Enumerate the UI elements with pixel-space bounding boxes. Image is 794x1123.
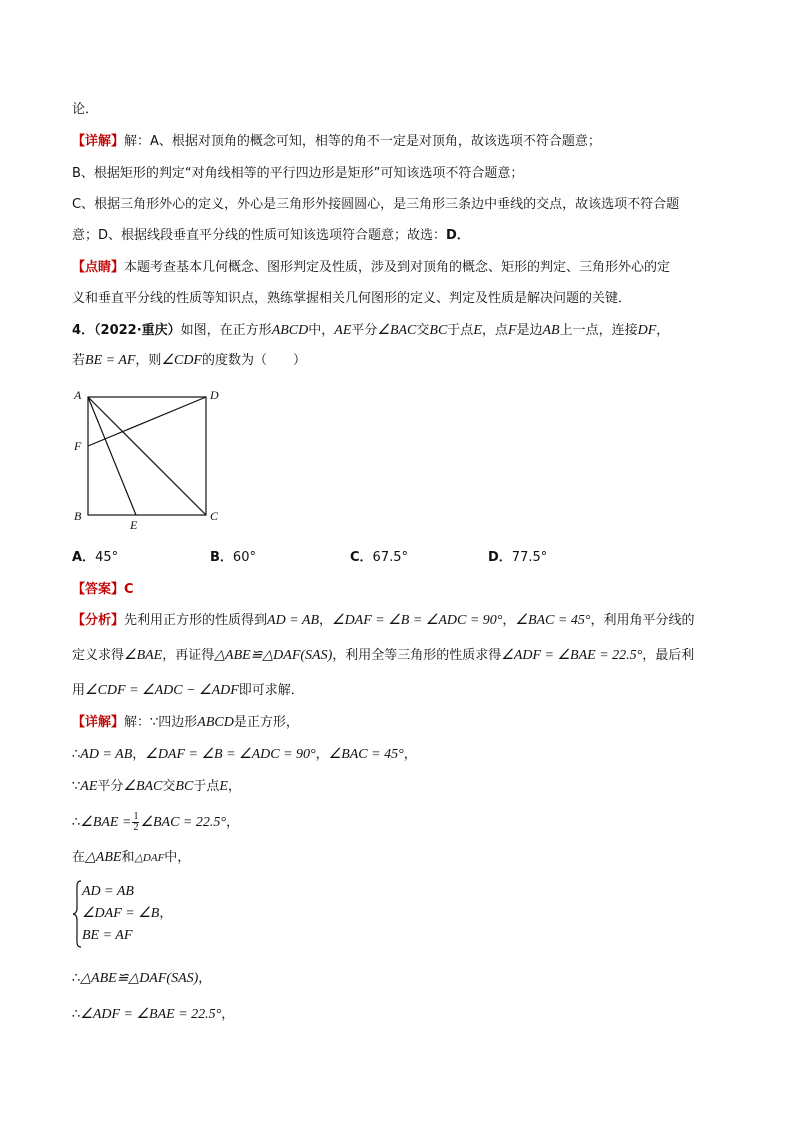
- answer-value: C: [124, 582, 134, 597]
- math: BE = AF: [85, 353, 136, 368]
- text: ∴: [72, 1007, 81, 1022]
- segment-df: [88, 397, 206, 446]
- system-line-2: [82, 904, 172, 924]
- text: ，利用全等三角形的性质求得: [332, 648, 502, 663]
- math: DF: [637, 323, 657, 338]
- text: 即可求解．: [238, 683, 304, 698]
- math: ∠BAC = 45°: [328, 747, 404, 762]
- text: ，: [132, 747, 146, 762]
- text: 论．: [72, 102, 99, 117]
- system-line-1: AD = AB: [82, 884, 134, 899]
- option-letter: D．: [488, 550, 512, 565]
- analysis-line-2: [72, 646, 694, 666]
- text: B、根据矩形的判定“对角线相等的平行四边形是矩形”可知该选项不符合题意；: [72, 166, 524, 181]
- math: ∠BAC: [123, 779, 163, 794]
- text: ，: [403, 747, 417, 762]
- text: 和: [121, 850, 135, 865]
- math: ∠BAC = 45°: [515, 613, 591, 628]
- text: 上一点，连接: [559, 323, 638, 338]
- text: ，: [315, 747, 329, 762]
- math: △ABE≌△DAF(SAS): [214, 648, 333, 663]
- math: AB: [542, 323, 560, 338]
- answer-tag: 【答案】: [72, 582, 125, 597]
- detail-paragraph: [72, 132, 601, 152]
- text: 是正方形，: [233, 715, 299, 730]
- label-d: D: [210, 388, 219, 402]
- text: 解：A、根据对顶角的概念可知，相等的角不一定是对顶角，故该选项不符合题意；: [124, 134, 601, 149]
- solution-line-5: [72, 848, 190, 868]
- segment-ae: [88, 397, 136, 515]
- math: BC: [175, 779, 194, 794]
- paragraph: [72, 195, 679, 215]
- option-letter: B．: [210, 550, 233, 565]
- text: ∴: [72, 971, 81, 986]
- math: AE: [334, 323, 352, 338]
- text: 意；D、根据线段垂直平分线的性质可知该选项符合题意；故选：: [72, 228, 447, 243]
- label-e: E: [130, 518, 138, 532]
- text: ，: [159, 906, 173, 921]
- text: ∵: [72, 779, 81, 794]
- fraction-denominator: 2: [133, 822, 139, 833]
- square-figure: [64, 380, 244, 540]
- solution-line-4: [72, 812, 239, 834]
- math: ∠BAE: [124, 648, 163, 663]
- text: 在: [72, 850, 86, 865]
- text: D．: [446, 228, 470, 243]
- math: ∠CDF = ∠ADC − ∠ADF: [85, 683, 239, 698]
- text: ，: [221, 1007, 235, 1022]
- text: 于点: [447, 323, 474, 338]
- text: ，: [502, 613, 516, 628]
- text: 定义求得: [72, 648, 125, 663]
- fraction-numerator: 1: [133, 811, 139, 822]
- math: ∠ADF = ∠BAE = 22.5°: [501, 648, 643, 663]
- text: 交: [416, 323, 430, 338]
- text: ，: [225, 815, 239, 830]
- paragraph: [72, 164, 523, 184]
- option-d[interactable]: [488, 549, 547, 567]
- text: 如图，在正方形: [180, 323, 272, 338]
- text: 义和垂直平分线的性质等知识点，熟练掌握相关几何图形的定义、判定及性质是解决问题的关键．: [72, 291, 632, 306]
- text: ∴: [72, 747, 81, 762]
- fraction-one-half: [132, 812, 139, 833]
- comment-tag: 【点睛】: [72, 260, 125, 275]
- label-a: A: [74, 388, 82, 402]
- option-a[interactable]: [72, 549, 118, 567]
- text: 交: [162, 779, 176, 794]
- question-number: 4．: [72, 323, 95, 338]
- math: F: [507, 323, 517, 338]
- text: C、根据三角形外心的定义，外心是三角形外接圆圆心，是三角形三条边中垂线的交点，故该选项不符合题: [72, 197, 680, 212]
- option-value: 45°: [95, 550, 119, 565]
- question-source: （2022·重庆）: [94, 323, 181, 338]
- text: 平分: [97, 779, 124, 794]
- text: ，利用角平分线的: [590, 613, 695, 628]
- option-value: 77.5°: [511, 550, 548, 565]
- detail-tag: 【详解】: [72, 134, 125, 149]
- math: ∠BAE =: [80, 815, 132, 830]
- option-value: 67.5°: [372, 550, 408, 565]
- answer-line: [72, 580, 134, 600]
- math: E: [219, 779, 228, 794]
- comment-paragraph: [72, 258, 670, 278]
- text: ∴: [72, 815, 81, 830]
- analysis-tag: 【分析】: [72, 613, 125, 628]
- math: △DAF: [134, 852, 165, 864]
- paragraph: [72, 226, 470, 246]
- math: ∠DAF = ∠B = ∠ADC = 90°: [145, 747, 316, 762]
- option-value: 60°: [232, 550, 256, 565]
- solution-line-7: [72, 1005, 234, 1025]
- math: ∠DAF = ∠B: [82, 906, 160, 921]
- text: ，: [198, 971, 212, 986]
- option-c[interactable]: [350, 549, 408, 567]
- text: 中，: [164, 850, 191, 865]
- math: ∠BAC: [377, 323, 417, 338]
- math: AD = AB: [80, 747, 133, 762]
- question-4: [72, 321, 669, 341]
- solution-line-6: [72, 969, 211, 989]
- math: BC: [429, 323, 448, 338]
- math: E: [473, 323, 482, 338]
- question-4-line-2: [72, 351, 306, 371]
- math: ABCD: [271, 323, 309, 338]
- label-c: C: [210, 509, 219, 523]
- text: 是边: [516, 323, 543, 338]
- math: ABCD: [197, 715, 234, 730]
- text: ，再证得: [162, 648, 215, 663]
- math: ∠CDF: [161, 353, 202, 368]
- text: 本题考查基本几何概念、图形判定及性质，涉及到对顶角的概念、矩形的判定、三角形外心的定: [124, 260, 671, 275]
- text: 的度数为（ ）: [202, 353, 307, 368]
- label-f: F: [74, 439, 82, 453]
- system-line-3: BE = AF: [82, 928, 133, 943]
- solution-line-2: [72, 745, 417, 765]
- text: ，最后利: [642, 648, 695, 663]
- text: 解：∵四边形: [124, 715, 198, 730]
- segment-ac: [88, 397, 206, 515]
- solution-line-3: [72, 777, 241, 797]
- paragraph: [72, 100, 98, 120]
- detail-tag: 【详解】: [72, 715, 125, 730]
- math: AD = AB: [267, 613, 319, 628]
- text: 于点: [193, 779, 220, 794]
- analysis-line-1: [72, 611, 694, 631]
- text: ，则: [135, 353, 162, 368]
- brace-icon: [72, 880, 82, 948]
- math: AE: [80, 779, 98, 794]
- math: ∠DAF = ∠B = ∠ADC = 90°: [332, 613, 503, 628]
- solution-line-1: [72, 713, 299, 733]
- math: ∠ADF = ∠BAE = 22.5°: [80, 1007, 222, 1022]
- text: ，: [227, 779, 241, 794]
- text: ，: [319, 613, 333, 628]
- text: ，: [656, 323, 670, 338]
- option-letter: C．: [350, 550, 373, 565]
- text: 若: [72, 353, 86, 368]
- math: △ABE: [85, 850, 122, 865]
- text: 中，: [308, 323, 335, 338]
- math: △ABE≌△DAF(SAS): [80, 971, 199, 986]
- text: ，点: [481, 323, 508, 338]
- text: 先利用正方形的性质得到: [124, 613, 268, 628]
- text: 平分: [351, 323, 378, 338]
- math: ∠BAC = 22.5°: [140, 815, 226, 830]
- label-b: B: [74, 509, 82, 523]
- analysis-line-3: [72, 681, 304, 701]
- option-letter: A．: [72, 550, 96, 565]
- paragraph: [72, 289, 631, 309]
- option-b[interactable]: [210, 549, 256, 567]
- text: 用: [72, 683, 86, 698]
